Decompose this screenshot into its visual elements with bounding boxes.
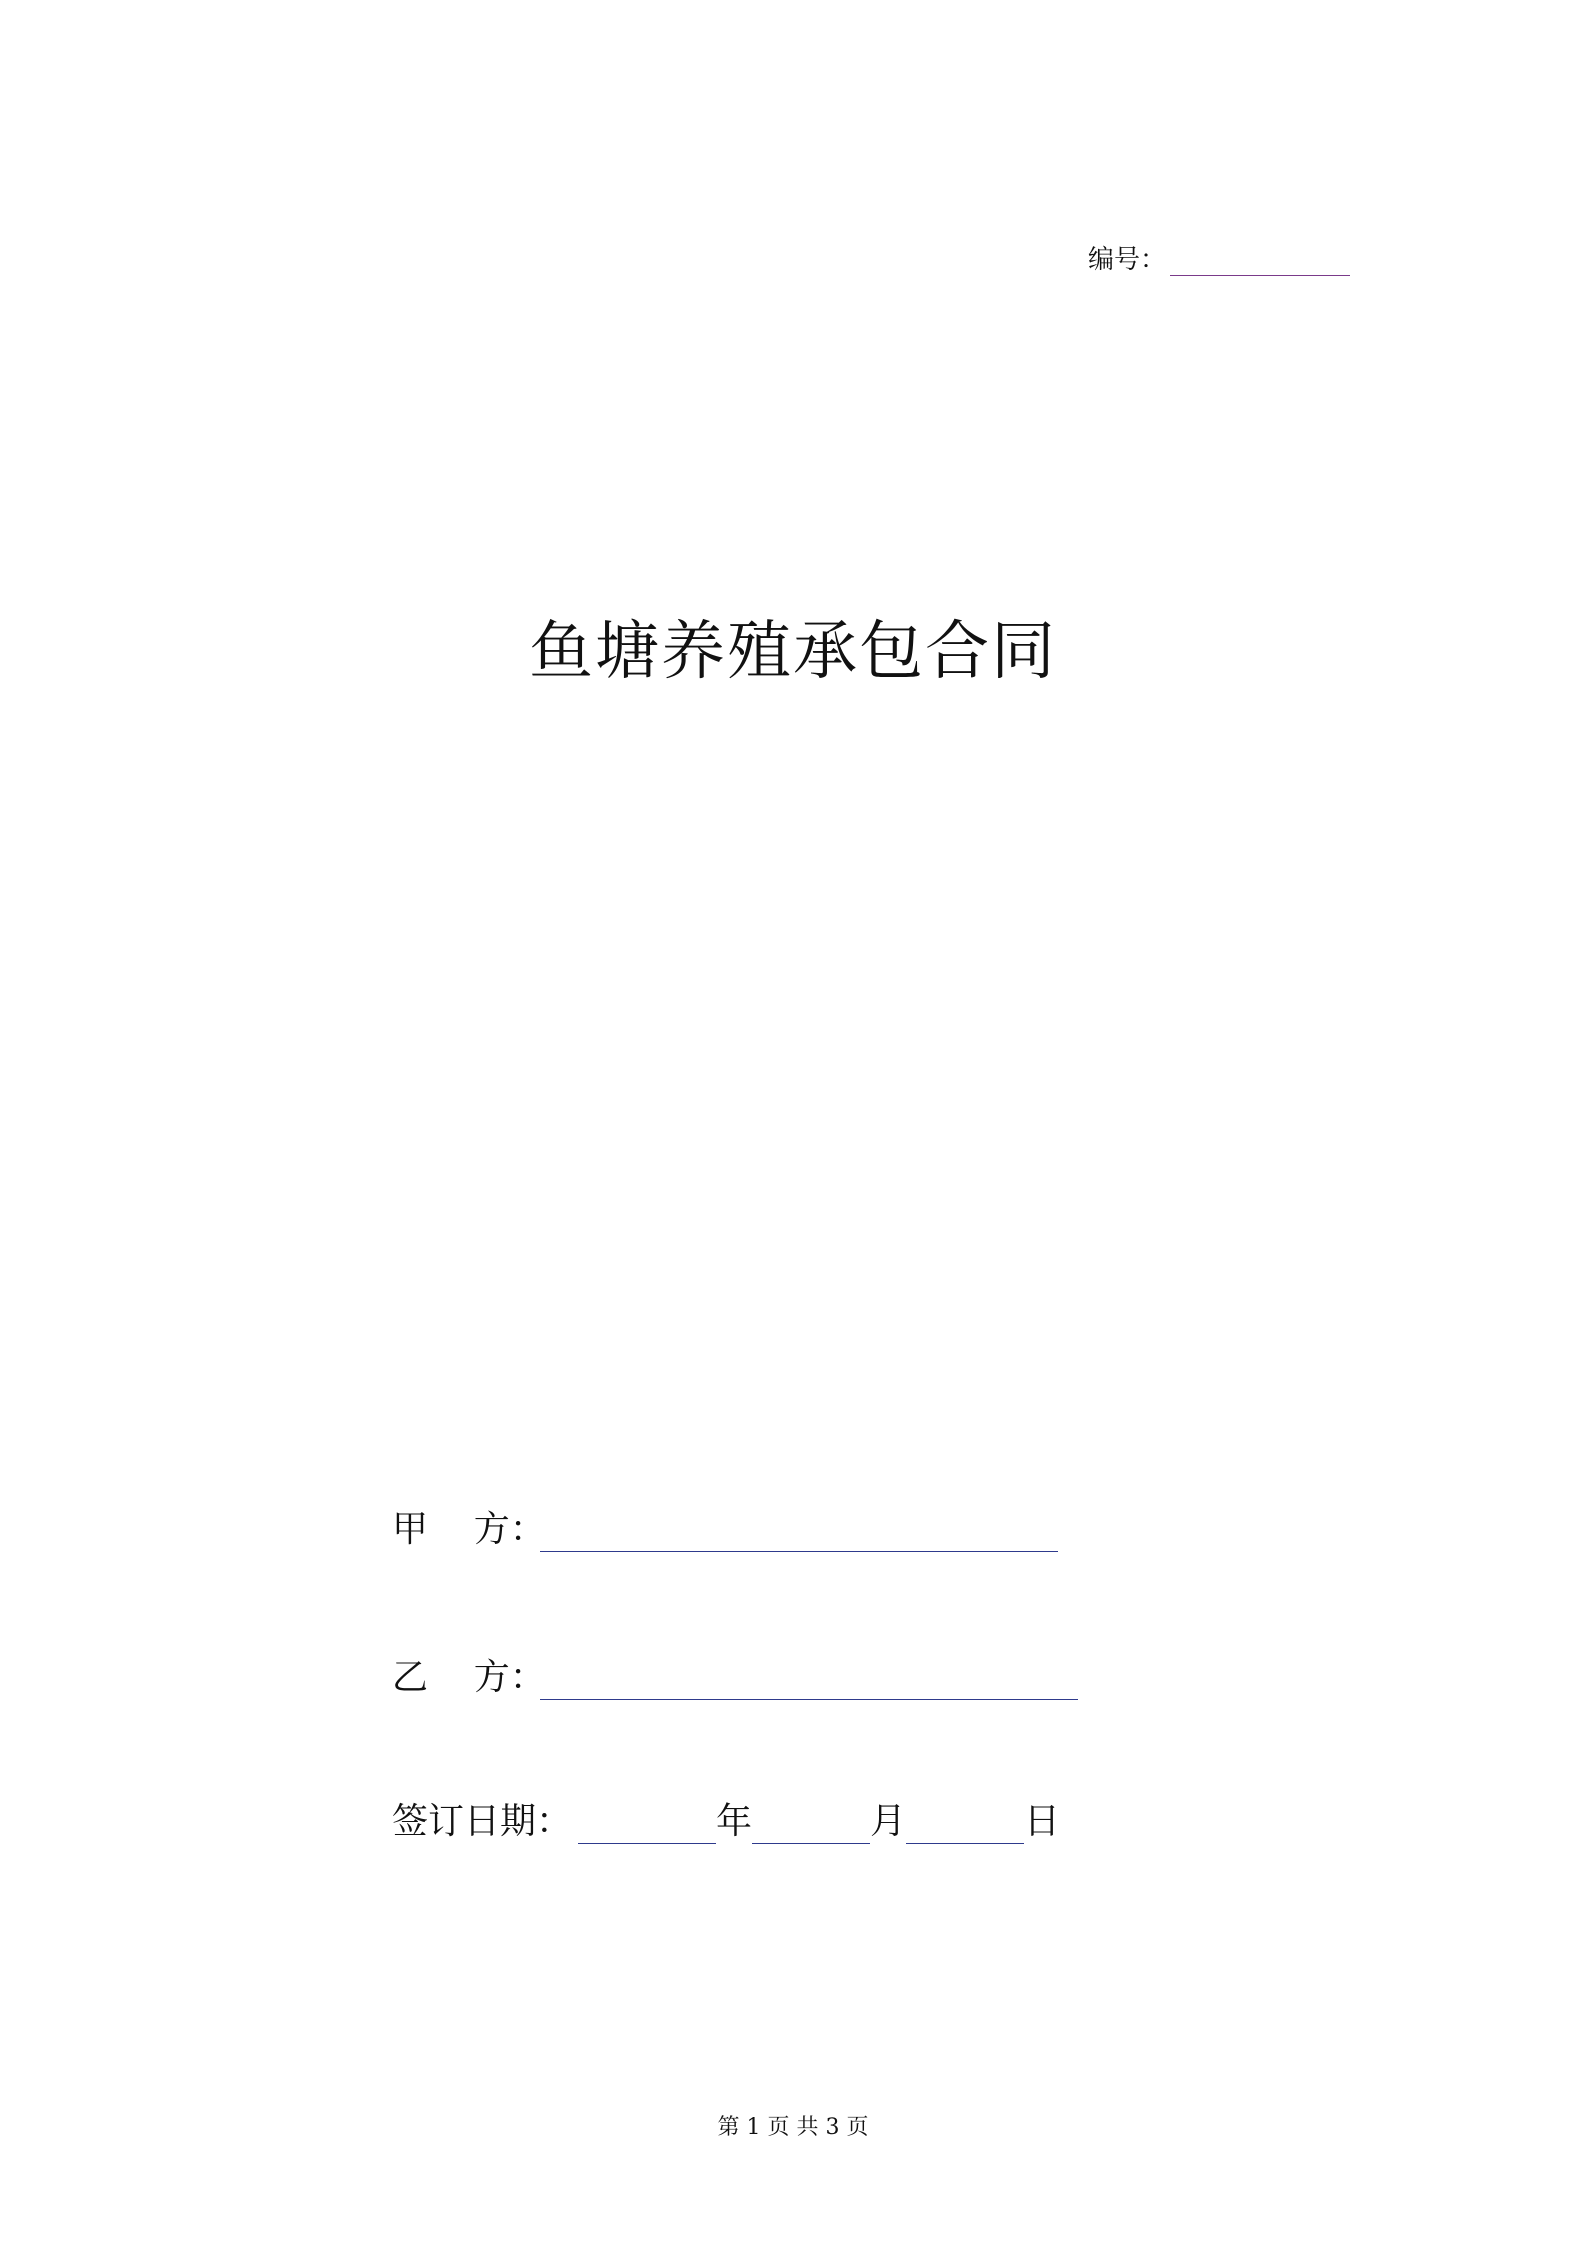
contract-title: 鱼塘养殖承包合同 [529, 615, 1057, 689]
document-number-label: 编号： [1088, 245, 1167, 275]
page-footer: 第 1 页 共 3 页 [717, 2115, 869, 2140]
day-unit: 日 [1024, 1801, 1061, 1842]
document-number [1088, 244, 1350, 276]
year-unit: 年 [716, 1801, 753, 1842]
document-number-field[interactable] [1170, 247, 1350, 276]
party-b-row [392, 1656, 1078, 1700]
signing-date-label: 签订日期： [392, 1801, 573, 1842]
signing-year-field[interactable] [578, 1807, 716, 1844]
signing-day-field[interactable] [906, 1807, 1024, 1844]
party-b-field[interactable] [540, 1663, 1078, 1700]
party-a-row [392, 1508, 1058, 1552]
party-a-field[interactable] [540, 1515, 1058, 1552]
signing-date-row [392, 1800, 1060, 1844]
month-unit: 月 [870, 1801, 907, 1842]
signing-month-field[interactable] [752, 1807, 870, 1844]
party-a-label: 甲 方： [392, 1509, 546, 1550]
party-b-label: 乙 方： [392, 1657, 546, 1698]
